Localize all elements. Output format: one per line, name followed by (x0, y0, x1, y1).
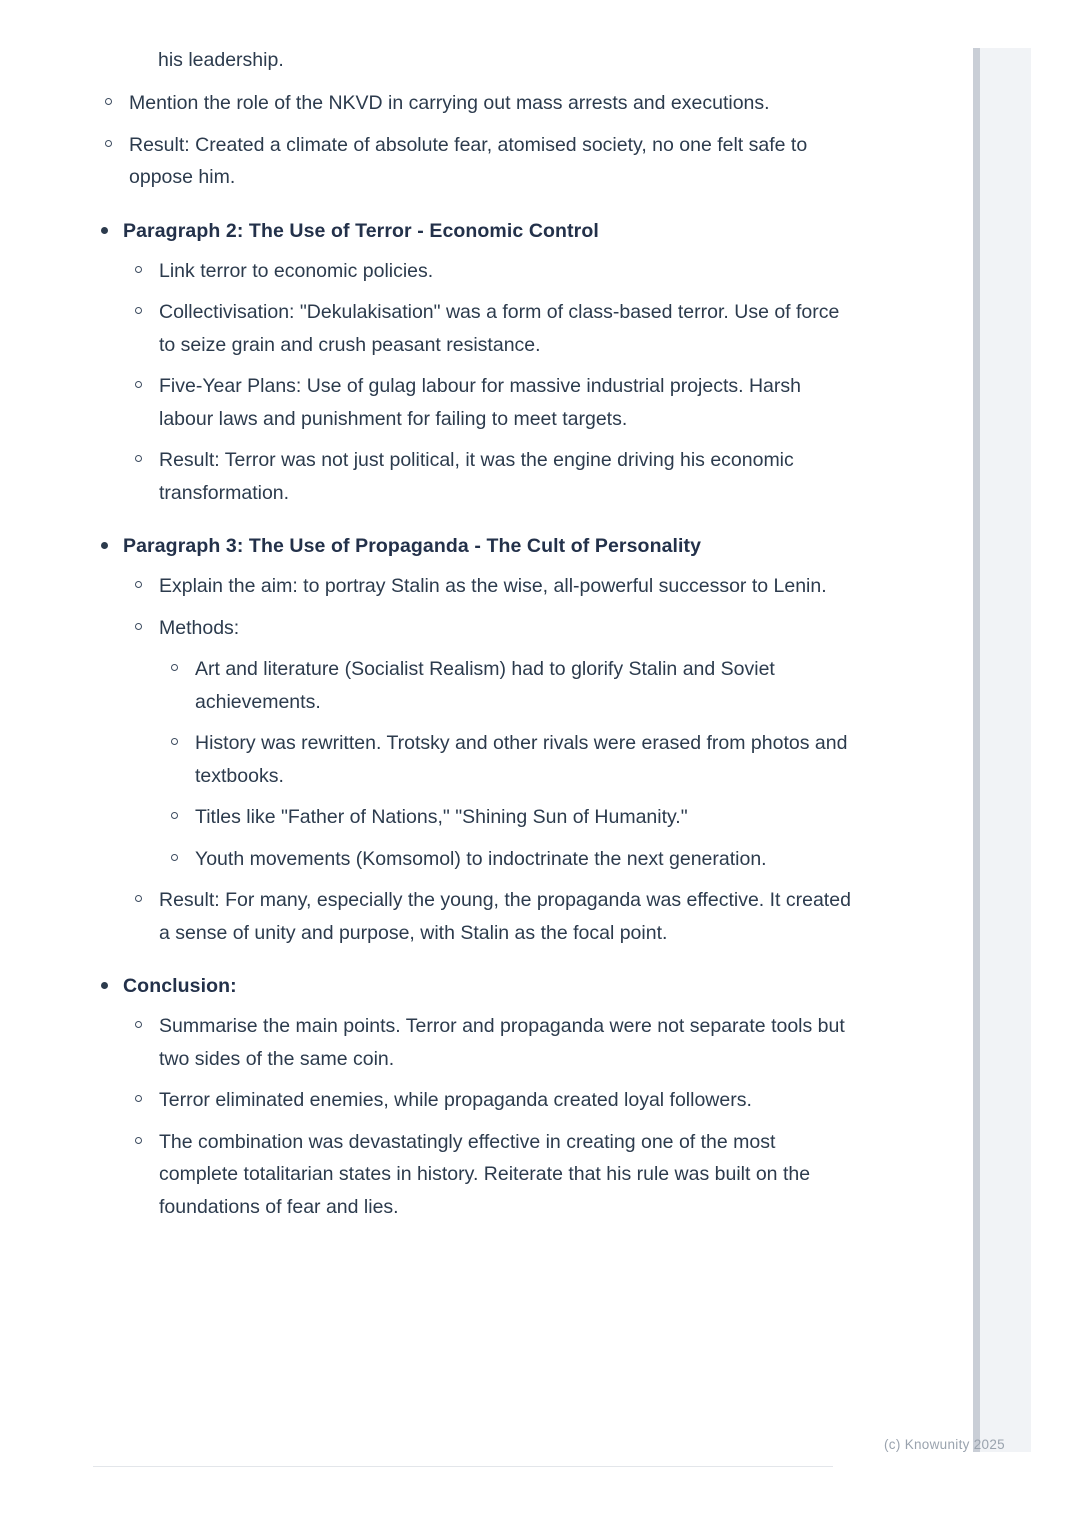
list-item (159, 843, 853, 876)
vertical-scrollbar[interactable] (973, 48, 980, 1452)
circle-bullet-icon (135, 381, 142, 388)
list-item-label: Five-Year Plans: Use of gulag labour for massive industrial projects. Harsh labour laws and punishment for failing to meet targets. (159, 375, 801, 430)
list-item (123, 1126, 853, 1224)
circle-bullet-icon (135, 266, 142, 273)
disc-bullet-icon (101, 542, 108, 549)
intro-subpoint-list (93, 87, 853, 194)
list-item (93, 87, 853, 120)
list-item-label: Terror eliminated enemies, while propaganda created loyal followers. (159, 1089, 752, 1111)
circle-bullet-icon (171, 812, 178, 819)
list-item (123, 296, 853, 361)
circle-bullet-icon (171, 738, 178, 745)
list-item-label: Art and literature (Socialist Realism) had to glorify Stalin and Soviet achievements. (195, 658, 775, 713)
circle-bullet-icon (135, 1095, 142, 1102)
list-item-label: Collectivisation: "Dekulakisation" was a form of class-based terror. Use of force to seize grain and crush peasant resistance. (159, 301, 840, 356)
list-item (159, 653, 853, 718)
page-right-margin (973, 48, 1031, 1452)
section-heading: Conclusion: (123, 975, 237, 997)
list-item-label: Explain the aim: to portray Stalin as the wise, all-powerful successor to Lenin. (159, 575, 827, 597)
list-item-label: Result: For many, especially the young, the propaganda was effective. It created a sense of unity and purpose, with Stalin as the focal point. (159, 889, 851, 944)
list-item-label: The combination was devastatingly effective in creating one of the most complete totalitarian states in history. Reiterate that his rule was built on the foundations of fear and lies. (159, 1130, 811, 1218)
list-item (123, 884, 853, 949)
list-item (123, 370, 853, 435)
circle-bullet-icon (135, 895, 142, 902)
section-heading: Paragraph 2: The Use of Terror - Economic Control (123, 219, 599, 242)
circle-bullet-icon (105, 140, 112, 147)
nested-subpoint-list (159, 653, 853, 875)
list-item-label: Methods: (159, 616, 240, 639)
list-item (93, 129, 853, 194)
document-content (93, 44, 853, 1223)
list-item-label: Link terror to economic policies. (159, 259, 434, 282)
subpoint-list (123, 570, 853, 949)
list-item-label: Result: Created a climate of absolute fear, atomised society, no one felt safe to oppose him. (129, 133, 808, 188)
circle-bullet-icon (135, 623, 142, 630)
footer-divider (93, 1466, 833, 1467)
disc-bullet-icon (101, 227, 108, 234)
subpoint-list (123, 1010, 853, 1223)
list-item (123, 570, 853, 603)
circle-bullet-icon (171, 854, 178, 861)
section-conclusion (93, 971, 853, 1223)
circle-bullet-icon (135, 581, 142, 588)
section-paragraph-3 (93, 531, 853, 949)
circle-bullet-icon (135, 455, 142, 462)
circle-bullet-icon (135, 307, 142, 314)
list-item (123, 255, 853, 288)
list-item (123, 612, 853, 876)
list-item (159, 801, 853, 834)
list-item (123, 1010, 853, 1075)
section-heading: Paragraph 3: The Use of Propaganda - The Cult of Personality (123, 535, 702, 557)
circle-bullet-icon (135, 1137, 142, 1144)
section-list (93, 216, 853, 1224)
copyright-watermark: (c) Knowunity 2025 (884, 1437, 1005, 1452)
list-item (123, 1084, 853, 1117)
list-item (159, 727, 853, 792)
section-paragraph-2 (93, 216, 853, 510)
list-item-label: Titles like "Father of Nations," "Shining Sun of Humanity." (195, 806, 688, 828)
list-item-label: Result: Terror was not just political, it was the engine driving his economic transformation. (159, 449, 794, 504)
list-item (123, 444, 853, 509)
circle-bullet-icon (105, 98, 112, 105)
disc-bullet-icon (101, 982, 108, 989)
list-item-label: Mention the role of the NKVD in carrying out mass arrests and executions. (129, 92, 770, 114)
list-item-label: Youth movements (Komsomol) to indoctrinate the next generation. (195, 847, 767, 870)
list-item-label: Summarise the main points. Terror and propaganda were not separate tools but two sides of the same coin. (159, 1015, 845, 1070)
circle-bullet-icon (171, 664, 178, 671)
list-item-label: History was rewritten. Trotsky and other rivals were erased from photos and textbooks. (195, 732, 848, 787)
subpoint-list (123, 255, 853, 510)
circle-bullet-icon (135, 1021, 142, 1028)
continued-line: his leadership. (158, 49, 284, 71)
